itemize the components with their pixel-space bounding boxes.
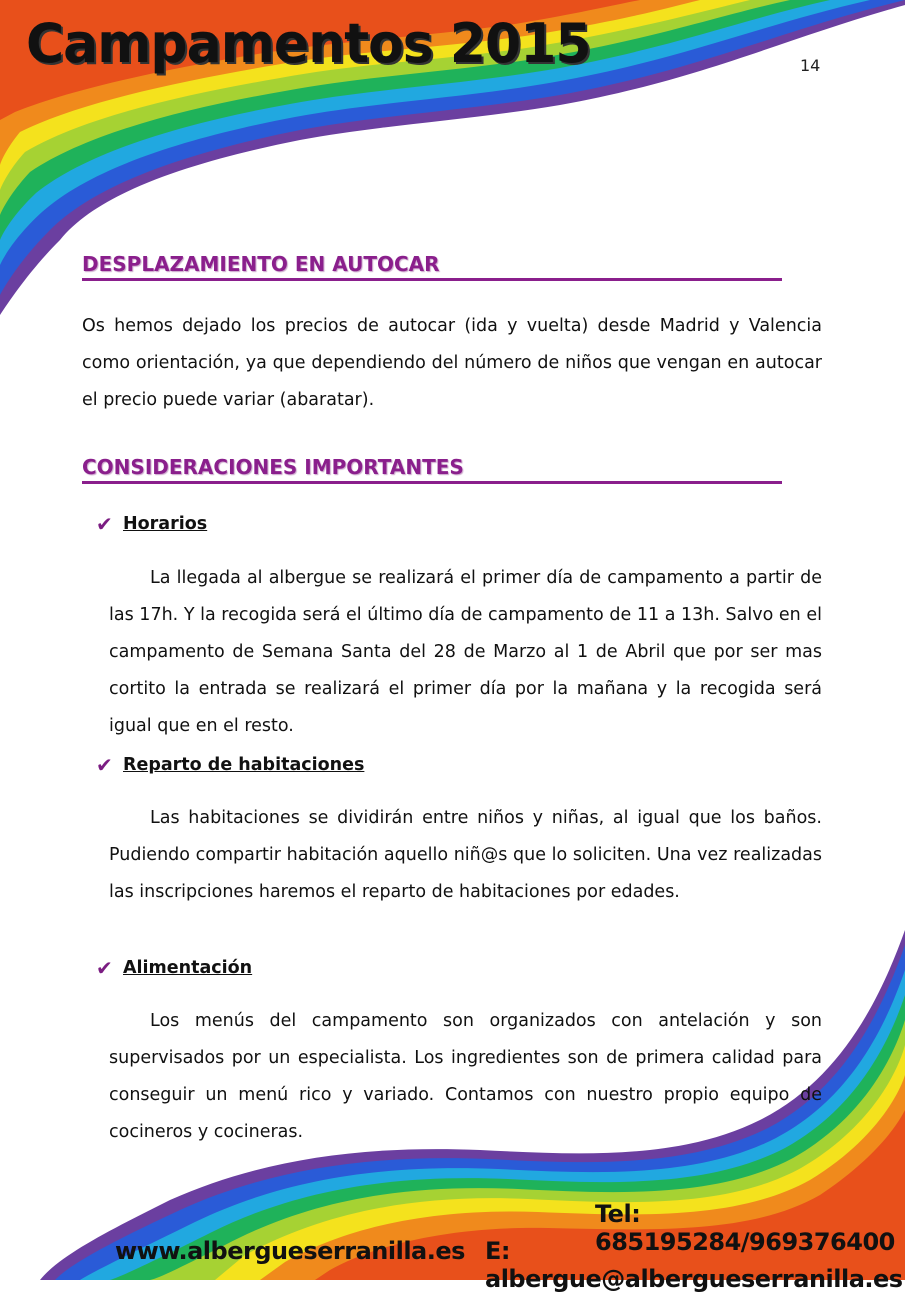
habitaciones-paragraph: Las habitaciones se dividirán entre niños y niñas, al igual que los baños. Pudiendo compartir habitación aquello niñ@s que lo soliciten. Una vez realizadas las inscripciones haremos el reparto de habitaciones por edades.	[109, 808, 822, 902]
item-label-alimentacion: Alimentación	[123, 958, 253, 978]
section-heading-autocar: DESPLAZAMIENTO EN AUTOCAR	[82, 252, 782, 281]
checklist-item-habitaciones	[96, 753, 364, 777]
checklist-item-horarios	[96, 512, 207, 536]
item-label-horarios: Horarios	[123, 514, 208, 534]
item-label-habitaciones: Reparto de habitaciones	[123, 755, 365, 775]
page-number: 14	[800, 56, 821, 75]
check-icon: ✔	[96, 512, 113, 536]
alimentacion-paragraph: Los menús del campamento son organizados con antelación y son supervisados por un especialista. Los ingredientes son de primera calidad para conseguir un menú rico y variado. Contamos con nuestro propio equipo de cocineros y cocineras.	[109, 1011, 822, 1142]
footer-email: E: albergue@albergueserranilla.es	[485, 1237, 903, 1293]
check-icon: ✔	[96, 753, 113, 777]
section-heading-consideraciones: CONSIDERACIONES IMPORTANTES	[82, 455, 782, 484]
autocar-paragraph: Os hemos dejado los precios de autocar (ida y vuelta) desde Madrid y Valencia como orientación, ya que dependiendo del número de niños que vengan en autocar el precio puede variar (abaratar).	[82, 316, 822, 410]
footer-website: www.albergueserranilla.es	[115, 1237, 465, 1265]
footer-phone: Tel: 685195284/969376400	[595, 1200, 895, 1256]
horarios-paragraph: La llegada al albergue se realizará el primer día de campamento a partir de las 17h. Y la recogida será el último día de campamento de 11 a 13h. Salvo en el campamento de Semana Santa del 28 de Marzo al 1 de Abril que por ser mas cortito la entrada se realizará el primer día por la mañana y la recogida será igual que en el resto.	[109, 568, 822, 736]
checklist-item-alimentacion	[96, 956, 252, 980]
check-icon: ✔	[96, 956, 113, 980]
document-title: Campamentos 2015	[26, 12, 591, 76]
